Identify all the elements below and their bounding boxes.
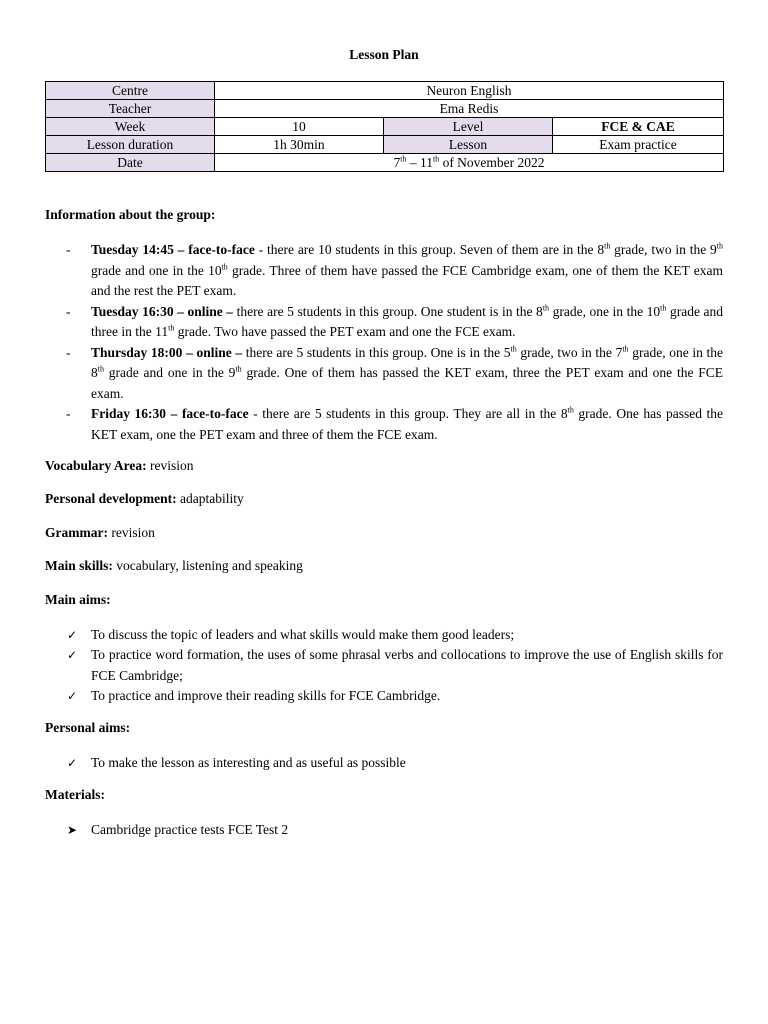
group-description: grade. One of them has passed the KET exam, three the PET exam and one the FCE exam. <box>91 365 723 401</box>
personal-aim-item-text: To make the lesson as interesting and as useful as possible <box>91 755 406 770</box>
ordinal-suffix: th <box>221 262 228 271</box>
main-aim-item-text: To practice word formation, the uses of some phrasal verbs and collocations to improve the use of English skills for FCE Cambridge; <box>91 647 723 683</box>
ordinal-suffix: th <box>510 344 517 353</box>
main-aims-list <box>45 625 723 706</box>
main-aim-item-text: To discuss the topic of leaders and what skills would make them good leaders; <box>91 627 515 642</box>
check-mark-icon: ✓ <box>67 628 78 642</box>
main-aim-item <box>45 645 723 686</box>
main-aim-item <box>45 686 723 706</box>
grammar-field <box>45 525 155 541</box>
personal-development-field <box>45 491 244 507</box>
main-aim-item-text: To practice and improve their reading skills for FCE Cambridge. <box>91 687 441 703</box>
table-row <box>46 100 724 118</box>
group-description: grade, one in the 10 <box>549 303 661 319</box>
ordinal-suffix: th <box>604 241 611 251</box>
group-schedule: Tuesday 16:30 – online – <box>91 303 234 319</box>
vocabulary-area-field <box>45 458 194 474</box>
check-mark-icon: ✓ <box>67 756 78 770</box>
centre-label: Centre <box>46 82 215 100</box>
personal-aims-list <box>45 753 723 773</box>
group-description: grade. Two have passed the PET exam and one the FCE exam. <box>174 324 516 339</box>
table-row <box>46 82 724 100</box>
ordinal-suffix: th <box>660 303 667 312</box>
dash-bullet: - <box>66 303 71 319</box>
group-schedule: Friday 16:30 – face-to-face <box>91 406 249 421</box>
group-description: grade and three in the 11 <box>91 303 723 339</box>
field-label: Personal development: <box>45 491 177 506</box>
teacher-value: Ema Redis <box>215 100 724 118</box>
main-skills-field <box>45 558 303 574</box>
group-description: grade, one in the 8 <box>91 344 723 380</box>
date-end-suffix: th <box>432 154 440 164</box>
lesson-value: Exam practice <box>553 136 724 154</box>
ordinal-suffix: th <box>235 364 242 374</box>
main-aims-heading: Main aims: <box>45 592 111 607</box>
group-description: grade, two in the 7 <box>516 344 623 360</box>
material-item <box>45 820 723 840</box>
group-description: grade. One has passed the KET exam, one the PET exam and three of them the FCE exam. <box>91 406 723 442</box>
group-item <box>45 404 723 445</box>
group-description: grade, two in the 9 <box>610 242 717 257</box>
ordinal-suffix: th <box>622 344 629 353</box>
week-value: 10 <box>215 118 384 136</box>
field-value: adaptability <box>176 491 244 506</box>
date-rest: of November 2022 <box>439 155 545 170</box>
dash-bullet: - <box>66 242 71 257</box>
personal-aims-heading: Personal aims: <box>45 720 131 735</box>
materials-list <box>45 820 723 840</box>
level-label: Level <box>384 118 553 136</box>
lesson-info-table <box>45 81 724 172</box>
duration-label: Lesson duration <box>46 136 215 154</box>
group-item <box>45 343 723 405</box>
dash-bullet: - <box>66 406 71 421</box>
group-schedule: Thursday 18:00 – online – <box>91 344 243 360</box>
group-list <box>45 240 723 445</box>
ordinal-suffix: th <box>168 323 175 333</box>
check-mark-icon: ✓ <box>67 688 78 703</box>
group-schedule: Tuesday 14:45 – face-to-face <box>91 242 255 257</box>
level-value: FCE & CAE <box>553 118 724 136</box>
group-item <box>45 240 723 302</box>
field-value: revision <box>107 525 155 540</box>
ordinal-suffix: th <box>567 405 574 415</box>
ordinal-suffix: th <box>542 303 550 312</box>
group-description: grade and one in the 10 <box>91 262 222 278</box>
group-description: - there are 10 students in this group. Seven of them are in the 8 <box>254 242 605 257</box>
field-label: Vocabulary Area: <box>45 458 147 473</box>
date-separator: – 11 <box>406 155 433 170</box>
table-row <box>46 154 724 172</box>
page-title: Lesson Plan <box>349 47 419 62</box>
group-item <box>45 302 723 343</box>
field-label: Grammar: <box>45 525 108 540</box>
group-description: grade and one in the 9 <box>103 365 236 380</box>
material-item-text: Cambridge practice tests FCE Test 2 <box>91 822 289 837</box>
field-label: Main skills: <box>45 558 113 573</box>
group-description: there are 5 students in this group. One student is in the 8 <box>233 303 543 319</box>
arrow-bullet-icon: ➤ <box>67 823 78 837</box>
group-description: grade. Three of them have passed the FCE Cambridge exam, one of them the KET exam and the rest the PET exam. <box>91 262 723 298</box>
date-label: Date <box>46 154 215 172</box>
materials-heading: Materials: <box>45 787 105 802</box>
dash-bullet: - <box>66 344 71 360</box>
centre-value: Neuron English <box>215 82 724 100</box>
lesson-label: Lesson <box>384 136 553 154</box>
table-row <box>46 118 724 136</box>
main-aim-item <box>45 625 723 645</box>
date-start: 7 <box>393 155 401 170</box>
field-value: revision <box>146 458 194 473</box>
group-info-heading: Information about the group: <box>45 207 216 222</box>
week-label: Week <box>46 118 215 136</box>
check-mark-icon: ✓ <box>67 648 78 663</box>
teacher-label: Teacher <box>46 100 215 118</box>
ordinal-suffix: th <box>97 364 104 374</box>
personal-aim-item <box>45 753 723 773</box>
group-description: - there are 5 students in this group. They are all in the 8 <box>248 406 568 421</box>
ordinal-suffix: th <box>716 241 723 251</box>
group-description: there are 5 students in this group. One is in the 5 <box>242 344 511 360</box>
date-start-suffix: th <box>400 154 407 164</box>
field-value: vocabulary, listening and speaking <box>112 558 303 573</box>
date-value <box>215 154 724 172</box>
table-row <box>46 136 724 154</box>
duration-value: 1h 30min <box>215 136 384 154</box>
